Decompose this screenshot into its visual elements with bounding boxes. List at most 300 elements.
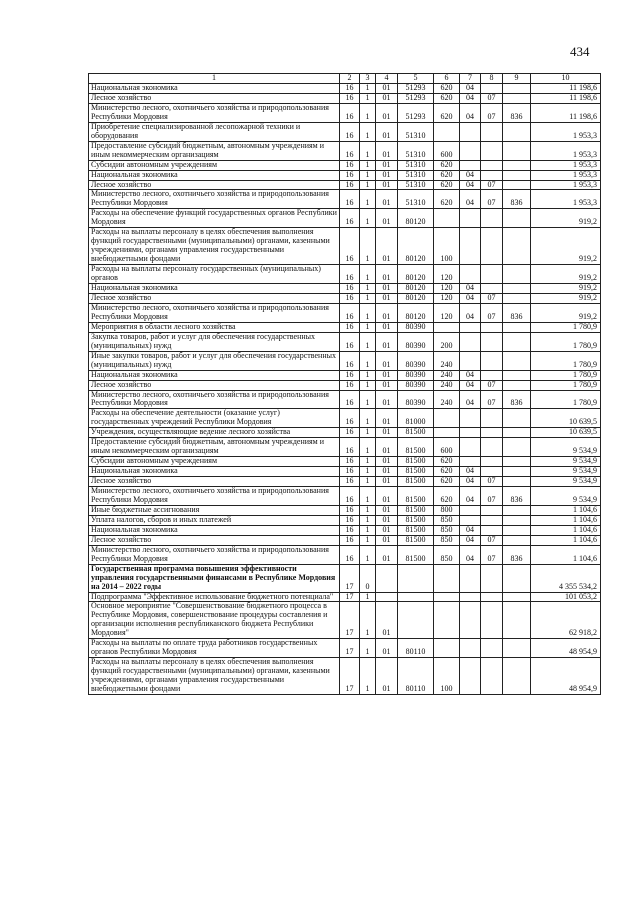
table-row xyxy=(89,103,601,122)
cell-c2: 16 xyxy=(340,93,360,103)
cell-c6: 100 xyxy=(434,228,460,265)
cell-c3: 1 xyxy=(360,639,376,658)
cell-c6: 800 xyxy=(434,505,460,515)
cell-c4: 01 xyxy=(376,438,398,457)
cell-c3: 1 xyxy=(360,592,376,602)
cell-c3: 1 xyxy=(360,332,376,351)
row-name: Мероприятия в области лесного хозяйства xyxy=(89,322,340,332)
cell-c2: 16 xyxy=(340,284,360,294)
cell-c9 xyxy=(503,477,531,487)
row-amount: 1 953,3 xyxy=(531,122,601,141)
cell-c2: 16 xyxy=(340,505,360,515)
cell-c3: 1 xyxy=(360,190,376,209)
cell-c3: 1 xyxy=(360,228,376,265)
row-name: Учреждения, осуществляющие ведение лесного хозяйства xyxy=(89,428,340,438)
cell-c7: 04 xyxy=(460,180,481,190)
cell-c3: 1 xyxy=(360,160,376,170)
col-header: 6 xyxy=(434,74,460,84)
cell-c9 xyxy=(503,658,531,695)
cell-c9 xyxy=(503,228,531,265)
cell-c8 xyxy=(481,322,503,332)
cell-c5: 81500 xyxy=(398,457,434,467)
cell-c4: 01 xyxy=(376,487,398,506)
row-amount: 1 104,6 xyxy=(531,545,601,564)
cell-c2: 16 xyxy=(340,160,360,170)
col-header: 9 xyxy=(503,74,531,84)
cell-c3: 1 xyxy=(360,103,376,122)
col-header: 1 xyxy=(89,74,340,84)
table-row xyxy=(89,438,601,457)
cell-c4: 01 xyxy=(376,409,398,428)
row-amount: 1 780,9 xyxy=(531,322,601,332)
row-name: Уплата налогов, сборов и иных платежей xyxy=(89,515,340,525)
cell-c9 xyxy=(503,93,531,103)
cell-c7 xyxy=(460,351,481,370)
table-row xyxy=(89,428,601,438)
cell-c5: 80110 xyxy=(398,658,434,695)
row-amount: 48 954,9 xyxy=(531,658,601,695)
row-amount: 1 780,9 xyxy=(531,370,601,380)
cell-c8: 07 xyxy=(481,487,503,506)
cell-c8 xyxy=(481,228,503,265)
cell-c3: 0 xyxy=(360,564,376,592)
table-row xyxy=(89,322,601,332)
cell-c4: 01 xyxy=(376,170,398,180)
row-name: Расходы на обеспечение функций государственных органов Республики Мордовия xyxy=(89,209,340,228)
cell-c4: 01 xyxy=(376,228,398,265)
cell-c7 xyxy=(460,409,481,428)
cell-c6: 240 xyxy=(434,380,460,390)
table-row xyxy=(89,380,601,390)
cell-c5 xyxy=(398,602,434,639)
row-name: Предоставление субсидий бюджетным, автономным учреждениям и иным некоммерческим организациям xyxy=(89,141,340,160)
cell-c8 xyxy=(481,84,503,94)
cell-c7 xyxy=(460,122,481,141)
cell-c8 xyxy=(481,639,503,658)
table-row xyxy=(89,293,601,303)
table-row xyxy=(89,122,601,141)
row-amount: 1 104,6 xyxy=(531,535,601,545)
cell-c8: 07 xyxy=(481,380,503,390)
cell-c3: 1 xyxy=(360,545,376,564)
row-name: Лесное хозяйство xyxy=(89,293,340,303)
cell-c6: 620 xyxy=(434,180,460,190)
cell-c6 xyxy=(434,122,460,141)
row-amount: 919,2 xyxy=(531,284,601,294)
row-name: Предоставление субсидий бюджетным, автономным учреждениям и иным некоммерческим организациям xyxy=(89,438,340,457)
cell-c7: 04 xyxy=(460,370,481,380)
cell-c7: 04 xyxy=(460,190,481,209)
cell-c6: 620 xyxy=(434,457,460,467)
cell-c2: 16 xyxy=(340,428,360,438)
table-row xyxy=(89,284,601,294)
cell-c2: 16 xyxy=(340,515,360,525)
row-name: Субсидии автономным учреждениям xyxy=(89,160,340,170)
cell-c6 xyxy=(434,564,460,592)
cell-c2: 16 xyxy=(340,370,360,380)
cell-c9 xyxy=(503,84,531,94)
row-amount: 1 953,3 xyxy=(531,180,601,190)
cell-c2: 17 xyxy=(340,564,360,592)
cell-c9 xyxy=(503,602,531,639)
cell-c5: 80390 xyxy=(398,370,434,380)
cell-c2: 16 xyxy=(340,141,360,160)
cell-c8 xyxy=(481,505,503,515)
cell-c2: 16 xyxy=(340,170,360,180)
cell-c5: 81500 xyxy=(398,477,434,487)
cell-c3: 1 xyxy=(360,602,376,639)
cell-c7 xyxy=(460,428,481,438)
cell-c6: 120 xyxy=(434,265,460,284)
cell-c4: 01 xyxy=(376,545,398,564)
row-amount: 1 104,6 xyxy=(531,525,601,535)
cell-c2: 16 xyxy=(340,457,360,467)
row-name: Министерство лесного, охотничьего хозяйства и природопользования Республики Мордовия xyxy=(89,190,340,209)
row-amount: 1 953,3 xyxy=(531,190,601,209)
row-name: Расходы на выплаты персоналу в целях обеспечения выполнения функций государственными (муниципальными) органами, казенными учреждениями, органами управления государственными внебюджетными фондами xyxy=(89,658,340,695)
row-amount: 9 534,9 xyxy=(531,438,601,457)
cell-c8 xyxy=(481,141,503,160)
row-name: Лесное хозяйство xyxy=(89,535,340,545)
table-row xyxy=(89,457,601,467)
row-name: Приобретение специализированной лесопожарной техники и оборудования xyxy=(89,122,340,141)
row-amount: 919,2 xyxy=(531,228,601,265)
cell-c6: 240 xyxy=(434,370,460,380)
row-name: Министерство лесного, охотничьего хозяйства и природопользования Республики Мордовия xyxy=(89,303,340,322)
cell-c3: 1 xyxy=(360,409,376,428)
cell-c8 xyxy=(481,370,503,380)
row-amount: 11 198,6 xyxy=(531,103,601,122)
table-row xyxy=(89,170,601,180)
cell-c4: 01 xyxy=(376,180,398,190)
cell-c7: 04 xyxy=(460,467,481,477)
row-amount: 919,2 xyxy=(531,303,601,322)
cell-c2: 16 xyxy=(340,390,360,409)
cell-c2: 16 xyxy=(340,303,360,322)
cell-c6: 600 xyxy=(434,438,460,457)
cell-c7 xyxy=(460,564,481,592)
row-name: Основное мероприятие "Совершенствование бюджетного процесса в Республике Мордовия, совершенствование процедуры составления и организации исполнения республиканского бюджета Республики Мордовия" xyxy=(89,602,340,639)
cell-c9 xyxy=(503,525,531,535)
table-row xyxy=(89,370,601,380)
row-amount: 1 780,9 xyxy=(531,390,601,409)
cell-c8 xyxy=(481,525,503,535)
row-amount: 9 534,9 xyxy=(531,457,601,467)
cell-c5: 80390 xyxy=(398,380,434,390)
cell-c6 xyxy=(434,639,460,658)
cell-c7 xyxy=(460,658,481,695)
cell-c8: 07 xyxy=(481,103,503,122)
table-row xyxy=(89,84,601,94)
cell-c9 xyxy=(503,370,531,380)
cell-c2: 16 xyxy=(340,487,360,506)
cell-c3: 1 xyxy=(360,284,376,294)
col-header: 5 xyxy=(398,74,434,84)
cell-c9 xyxy=(503,505,531,515)
cell-c9 xyxy=(503,209,531,228)
table-row xyxy=(89,545,601,564)
cell-c7: 04 xyxy=(460,84,481,94)
cell-c4 xyxy=(376,564,398,592)
cell-c3: 1 xyxy=(360,303,376,322)
cell-c9 xyxy=(503,322,531,332)
cell-c4: 01 xyxy=(376,293,398,303)
cell-c4: 01 xyxy=(376,284,398,294)
cell-c6: 620 xyxy=(434,103,460,122)
cell-c2: 16 xyxy=(340,265,360,284)
cell-c7 xyxy=(460,332,481,351)
cell-c3: 1 xyxy=(360,438,376,457)
cell-c8 xyxy=(481,170,503,180)
row-name: Иные бюджетные ассигнования xyxy=(89,505,340,515)
row-amount: 919,2 xyxy=(531,293,601,303)
cell-c5: 81500 xyxy=(398,505,434,515)
cell-c9 xyxy=(503,170,531,180)
row-name: Расходы на выплаты по оплате труда работников государственных органов Республики Мордовия xyxy=(89,639,340,658)
row-amount: 11 198,6 xyxy=(531,93,601,103)
cell-c7: 04 xyxy=(460,170,481,180)
cell-c4: 01 xyxy=(376,658,398,695)
cell-c8 xyxy=(481,457,503,467)
cell-c2: 16 xyxy=(340,351,360,370)
cell-c9 xyxy=(503,351,531,370)
cell-c7: 04 xyxy=(460,103,481,122)
cell-c9 xyxy=(503,180,531,190)
row-name: Субсидии автономным учреждениям xyxy=(89,457,340,467)
row-amount: 10 639,5 xyxy=(531,409,601,428)
cell-c8 xyxy=(481,351,503,370)
cell-c2: 16 xyxy=(340,477,360,487)
cell-c3: 1 xyxy=(360,380,376,390)
col-header: 2 xyxy=(340,74,360,84)
table-row xyxy=(89,658,601,695)
cell-c5: 80120 xyxy=(398,265,434,284)
cell-c8: 07 xyxy=(481,93,503,103)
cell-c3: 1 xyxy=(360,141,376,160)
cell-c3: 1 xyxy=(360,322,376,332)
row-name: Министерство лесного, охотничьего хозяйства и природопользования Республики Мордовия xyxy=(89,487,340,506)
cell-c3: 1 xyxy=(360,209,376,228)
table-body xyxy=(89,84,601,695)
cell-c2: 16 xyxy=(340,332,360,351)
col-header: 7 xyxy=(460,74,481,84)
row-amount: 9 534,9 xyxy=(531,467,601,477)
cell-c6: 620 xyxy=(434,190,460,209)
cell-c9 xyxy=(503,515,531,525)
cell-c5: 51310 xyxy=(398,170,434,180)
cell-c9 xyxy=(503,639,531,658)
cell-c6: 620 xyxy=(434,160,460,170)
row-name: Иные закупки товаров, работ и услуг для обеспечения государственных (муниципальных) нужд xyxy=(89,351,340,370)
cell-c8: 07 xyxy=(481,190,503,209)
cell-c8 xyxy=(481,592,503,602)
table-row xyxy=(89,535,601,545)
cell-c5: 80120 xyxy=(398,284,434,294)
cell-c8: 07 xyxy=(481,303,503,322)
cell-c7 xyxy=(460,209,481,228)
table-row xyxy=(89,228,601,265)
cell-c2: 16 xyxy=(340,535,360,545)
table-row xyxy=(89,141,601,160)
cell-c7: 04 xyxy=(460,487,481,506)
table-row xyxy=(89,332,601,351)
cell-c7: 04 xyxy=(460,284,481,294)
cell-c7 xyxy=(460,265,481,284)
row-amount: 1 780,9 xyxy=(531,332,601,351)
row-name: Национальная экономика xyxy=(89,525,340,535)
cell-c8: 07 xyxy=(481,545,503,564)
cell-c8 xyxy=(481,160,503,170)
cell-c7 xyxy=(460,602,481,639)
cell-c3: 1 xyxy=(360,467,376,477)
cell-c4: 01 xyxy=(376,93,398,103)
cell-c2: 17 xyxy=(340,639,360,658)
cell-c6: 620 xyxy=(434,84,460,94)
cell-c2: 17 xyxy=(340,658,360,695)
header-row xyxy=(89,74,601,84)
table-row xyxy=(89,639,601,658)
cell-c8 xyxy=(481,122,503,141)
cell-c6: 120 xyxy=(434,303,460,322)
cell-c3: 1 xyxy=(360,428,376,438)
cell-c6: 850 xyxy=(434,525,460,535)
cell-c8 xyxy=(481,564,503,592)
row-name: Лесное хозяйство xyxy=(89,93,340,103)
cell-c2: 16 xyxy=(340,180,360,190)
cell-c6: 850 xyxy=(434,535,460,545)
cell-c3: 1 xyxy=(360,487,376,506)
cell-c5: 80390 xyxy=(398,351,434,370)
cell-c9 xyxy=(503,428,531,438)
cell-c9 xyxy=(503,293,531,303)
cell-c5: 80120 xyxy=(398,209,434,228)
cell-c2: 16 xyxy=(340,209,360,228)
cell-c4: 01 xyxy=(376,525,398,535)
cell-c9 xyxy=(503,284,531,294)
cell-c4: 01 xyxy=(376,505,398,515)
cell-c4: 01 xyxy=(376,602,398,639)
cell-c6: 240 xyxy=(434,390,460,409)
row-amount: 11 198,6 xyxy=(531,84,601,94)
cell-c4: 01 xyxy=(376,639,398,658)
cell-c4: 01 xyxy=(376,515,398,525)
cell-c8 xyxy=(481,265,503,284)
cell-c2: 16 xyxy=(340,438,360,457)
row-name: Министерство лесного, охотничьего хозяйства и природопользования Республики Мордовия xyxy=(89,545,340,564)
row-name: Лесное хозяйство xyxy=(89,477,340,487)
cell-c6: 120 xyxy=(434,293,460,303)
cell-c6: 600 xyxy=(434,141,460,160)
row-amount: 1 953,3 xyxy=(531,170,601,180)
row-amount: 1 780,9 xyxy=(531,351,601,370)
cell-c6 xyxy=(434,209,460,228)
cell-c3: 1 xyxy=(360,122,376,141)
cell-c2: 17 xyxy=(340,602,360,639)
cell-c4: 01 xyxy=(376,141,398,160)
cell-c8: 07 xyxy=(481,477,503,487)
row-amount: 9 534,9 xyxy=(531,487,601,506)
cell-c4: 01 xyxy=(376,351,398,370)
cell-c4: 01 xyxy=(376,535,398,545)
table-row xyxy=(89,505,601,515)
cell-c9 xyxy=(503,564,531,592)
cell-c5: 81500 xyxy=(398,487,434,506)
cell-c9: 836 xyxy=(503,487,531,506)
cell-c8 xyxy=(481,409,503,428)
cell-c7 xyxy=(460,592,481,602)
cell-c6: 240 xyxy=(434,351,460,370)
row-amount: 48 954,9 xyxy=(531,639,601,658)
cell-c5: 51310 xyxy=(398,160,434,170)
table-row xyxy=(89,409,601,428)
cell-c2: 16 xyxy=(340,103,360,122)
cell-c9: 836 xyxy=(503,303,531,322)
cell-c9 xyxy=(503,409,531,428)
cell-c4: 01 xyxy=(376,122,398,141)
cell-c3: 1 xyxy=(360,293,376,303)
cell-c2: 16 xyxy=(340,84,360,94)
cell-c3: 1 xyxy=(360,370,376,380)
cell-c9 xyxy=(503,160,531,170)
cell-c8 xyxy=(481,515,503,525)
cell-c5 xyxy=(398,564,434,592)
row-amount: 62 918,2 xyxy=(531,602,601,639)
cell-c6 xyxy=(434,592,460,602)
cell-c5: 80120 xyxy=(398,293,434,303)
cell-c8 xyxy=(481,284,503,294)
row-name: Расходы на обеспечение деятельности (оказание услуг) государственных учреждений Республики Мордовия xyxy=(89,409,340,428)
cell-c2: 16 xyxy=(340,190,360,209)
col-header: 3 xyxy=(360,74,376,84)
cell-c3: 1 xyxy=(360,170,376,180)
table-row xyxy=(89,351,601,370)
cell-c5: 51293 xyxy=(398,93,434,103)
cell-c4: 01 xyxy=(376,265,398,284)
row-amount: 919,2 xyxy=(531,265,601,284)
cell-c6: 620 xyxy=(434,467,460,477)
row-name: Национальная экономика xyxy=(89,467,340,477)
cell-c4: 01 xyxy=(376,332,398,351)
cell-c9 xyxy=(503,265,531,284)
cell-c9: 836 xyxy=(503,545,531,564)
row-name: Национальная экономика xyxy=(89,84,340,94)
cell-c7 xyxy=(460,457,481,467)
cell-c4: 01 xyxy=(376,477,398,487)
row-amount: 1 104,6 xyxy=(531,515,601,525)
row-name: Расходы на выплаты персоналу государственных (муниципальных) органов xyxy=(89,265,340,284)
cell-c8 xyxy=(481,209,503,228)
row-amount: 9 534,9 xyxy=(531,477,601,487)
cell-c8 xyxy=(481,602,503,639)
cell-c7 xyxy=(460,515,481,525)
cell-c5: 80110 xyxy=(398,639,434,658)
table-row xyxy=(89,467,601,477)
row-amount: 919,2 xyxy=(531,209,601,228)
cell-c9: 836 xyxy=(503,190,531,209)
table-row xyxy=(89,487,601,506)
row-name: Министерство лесного, охотничьего хозяйства и природопользования Республики Мордовия xyxy=(89,390,340,409)
cell-c8 xyxy=(481,428,503,438)
col-header: 4 xyxy=(376,74,398,84)
cell-c5: 81500 xyxy=(398,438,434,457)
cell-c7 xyxy=(460,639,481,658)
cell-c6 xyxy=(434,322,460,332)
row-amount: 1 104,6 xyxy=(531,505,601,515)
cell-c3: 1 xyxy=(360,265,376,284)
cell-c7 xyxy=(460,228,481,265)
row-name: Лесное хозяйство xyxy=(89,180,340,190)
cell-c6: 100 xyxy=(434,658,460,695)
